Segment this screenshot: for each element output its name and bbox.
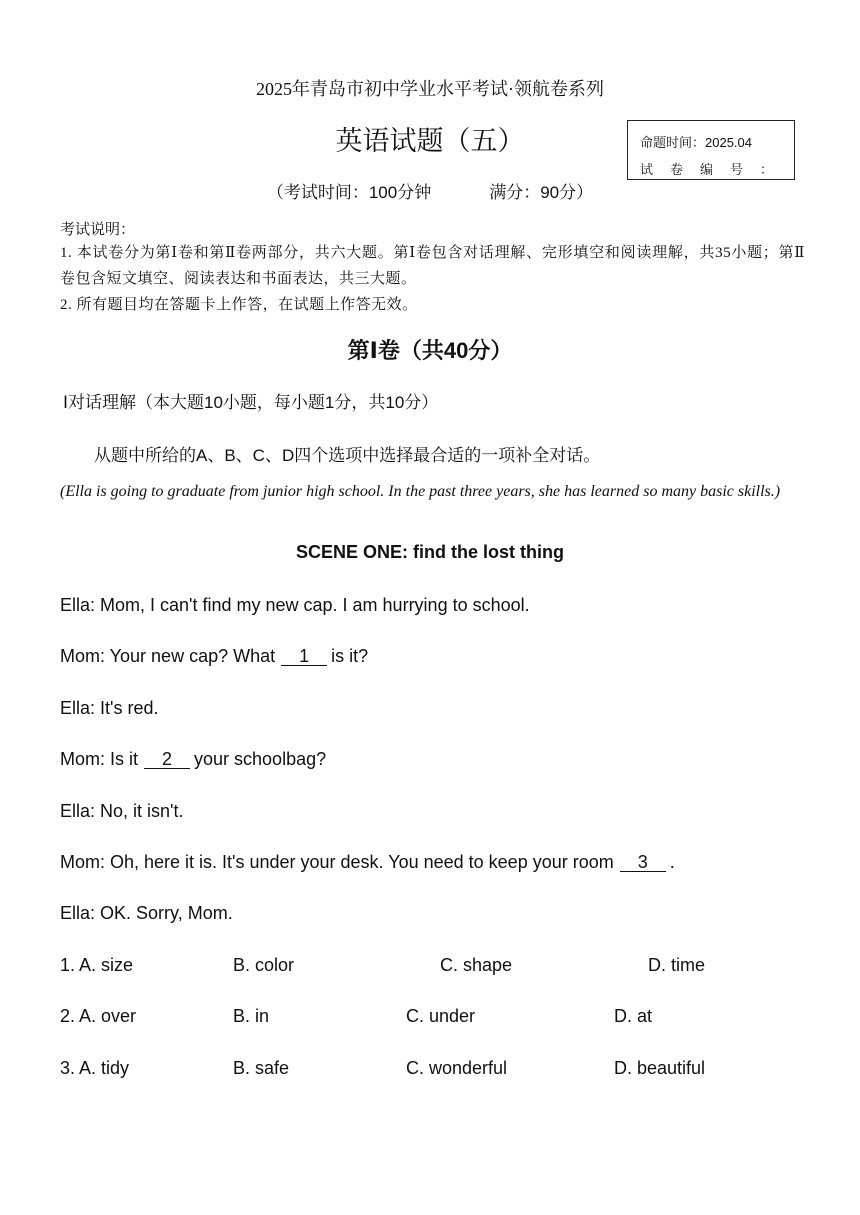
option-q2-b: B. in xyxy=(233,1006,270,1026)
part-title: 第Ⅰ卷（共40分） xyxy=(347,338,513,363)
dialogue-text: Mom: Oh, here it is. It's under your desk. You need to keep your room xyxy=(60,852,614,872)
dialogue-line: Ella: It's red. xyxy=(60,698,159,718)
answer-blank: 2 xyxy=(144,750,190,769)
dialogue-text: is it? xyxy=(331,646,369,666)
exam-time: （考试时间：100分钟 xyxy=(266,183,432,202)
dialogue-text: . xyxy=(669,852,675,872)
dialogue-context: (Ella is going to graduate from junior high school. In the past three years, she has learned so many basic skills.) xyxy=(60,483,781,500)
proposition-time: 命题时间：2025.04 xyxy=(640,135,752,150)
option-q2-d: D. at xyxy=(614,1006,653,1026)
exam-series-title: 2025年青岛市初中学业水平考试·领航卷系列 xyxy=(256,79,604,99)
option-q1-d: D. time xyxy=(648,955,706,975)
note-2 xyxy=(60,292,805,318)
option-q1-c: C. shape xyxy=(440,955,513,975)
note-1: 1. 本试卷分为第Ⅰ卷和第Ⅱ卷两部分，共六大题。第Ⅰ卷包含对话理解、完形填空和阅读理解，共35小题；第Ⅱ卷包含短文填空、阅读表达和书面表达，共三大题。 xyxy=(60,245,805,287)
option-q1-b: B. color xyxy=(233,955,295,975)
option-q2-a: 2. A. over xyxy=(60,1006,137,1026)
paper-number-label: 试卷编号： xyxy=(640,162,791,177)
emphasis-char: 题 xyxy=(185,297,201,313)
answer-blank: 1 xyxy=(281,647,327,666)
emphasis-char: 卡 xyxy=(200,297,217,313)
notes-heading: 考试说明： xyxy=(60,221,136,238)
page-title: 英语试题（五） xyxy=(335,126,525,156)
note-2-before: 2. 所有题目均在 xyxy=(60,297,170,313)
answer-blank: 3 xyxy=(620,853,666,872)
dialogue-line: Ella: Mom, I can't find my new cap. I am hurrying to school. xyxy=(60,595,530,615)
dialogue-line: Ella: No, it isn't. xyxy=(60,801,184,821)
dialogue-line: Ella: OK. Sorry, Mom. xyxy=(60,903,233,923)
scene-title: SCENE ONE: find the lost thing xyxy=(296,542,564,562)
option-q2-c: C. under xyxy=(406,1006,476,1026)
option-q3-a: 3. A. tidy xyxy=(60,1058,130,1078)
option-q3-d: D. beautiful xyxy=(614,1058,706,1078)
option-q1-a: 1. A. size xyxy=(60,955,134,975)
option-q3-c: C. wonderful xyxy=(406,1058,508,1078)
exam-time-score xyxy=(0,178,860,203)
dialogue-line xyxy=(60,646,368,667)
section-title: Ⅰ对话理解（本大题10小题，每小题1分，共10分） xyxy=(63,393,439,412)
exam-score: 满分：90分） xyxy=(489,183,594,202)
dialogue-text: Mom: Is it xyxy=(60,749,139,769)
emphasis-char: 答 xyxy=(169,297,186,313)
dialogue-line xyxy=(60,749,326,770)
dialogue-text: your schoolbag? xyxy=(194,749,327,769)
note-2-after: 上作答，在试题上作答无效。 xyxy=(216,297,418,313)
exam-info-box xyxy=(627,120,795,180)
dialogue-text: Mom: Your new cap? What xyxy=(60,646,276,666)
section-instruction: 从题中所给的A、B、C、D四个选项中选择最合适的一项补全对话。 xyxy=(94,446,601,465)
dialogue-line xyxy=(60,852,675,873)
option-q3-b: B. safe xyxy=(233,1058,290,1078)
